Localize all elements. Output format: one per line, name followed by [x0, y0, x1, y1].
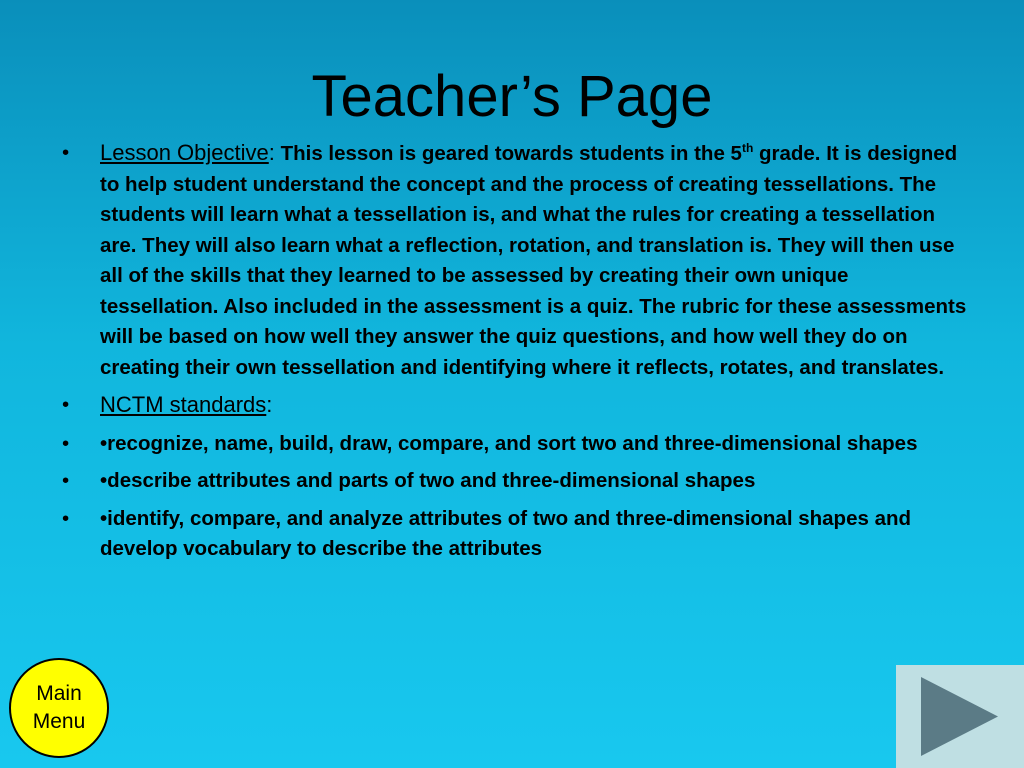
play-triangle-icon — [896, 665, 1024, 768]
nctm-standards-heading: NCTM standards — [100, 392, 267, 417]
lesson-objective-item — [62, 138, 967, 383]
ordinal-suffix: th — [741, 141, 754, 156]
bullet-glyph: • — [62, 506, 70, 530]
content-list — [62, 138, 967, 572]
standard-item — [62, 504, 967, 565]
bullet-glyph: • — [62, 431, 70, 455]
bullet-glyph: • — [62, 393, 70, 416]
nctm-standards-item — [62, 390, 967, 422]
standard-text: •identify, compare, and analyze attributes of two and three-dimensional shapes and develop vocabulary to describe the attributes — [100, 506, 912, 560]
heading-colon: : — [268, 140, 275, 165]
standard-item — [62, 466, 967, 497]
standard-text: •describe attributes and parts of two and three-dimensional shapes — [100, 469, 756, 492]
objective-text-rest: grade. It is designed to help student understand the concept and the process of creating tessellations. The students will learn what a tessellation is, and what the rules for creating a tessellation are. They will also learn what a reflection, rotation, and translation is. They will then use all of the skills that they learned to be assessed by creating their own unique tessellation. Also included in the assessment is a quiz. The rubric for these assessments will be based on how well they answer the quiz questions, and how well they do on creating their own tessellation and identifying where it reflects, rotates, and translates. — [100, 142, 967, 379]
bullet-glyph: • — [62, 141, 70, 164]
page-title: Teacher’s Page — [311, 64, 713, 129]
lesson-objective-heading: Lesson Objective — [100, 140, 269, 165]
main-menu-label-line1: Main — [36, 682, 82, 705]
next-slide-button[interactable] — [896, 665, 1024, 768]
objective-text-start: This lesson is geared towards students in the 5 — [274, 142, 742, 165]
bullet-glyph: • — [62, 469, 70, 492]
main-menu-button[interactable] — [9, 658, 109, 758]
heading-colon: : — [266, 392, 273, 417]
standard-text: •recognize, name, build, draw, compare, and sort two and three-dimensional shapes — [100, 431, 918, 455]
main-menu-label-line2: Menu — [32, 710, 86, 733]
standard-item — [62, 429, 967, 460]
